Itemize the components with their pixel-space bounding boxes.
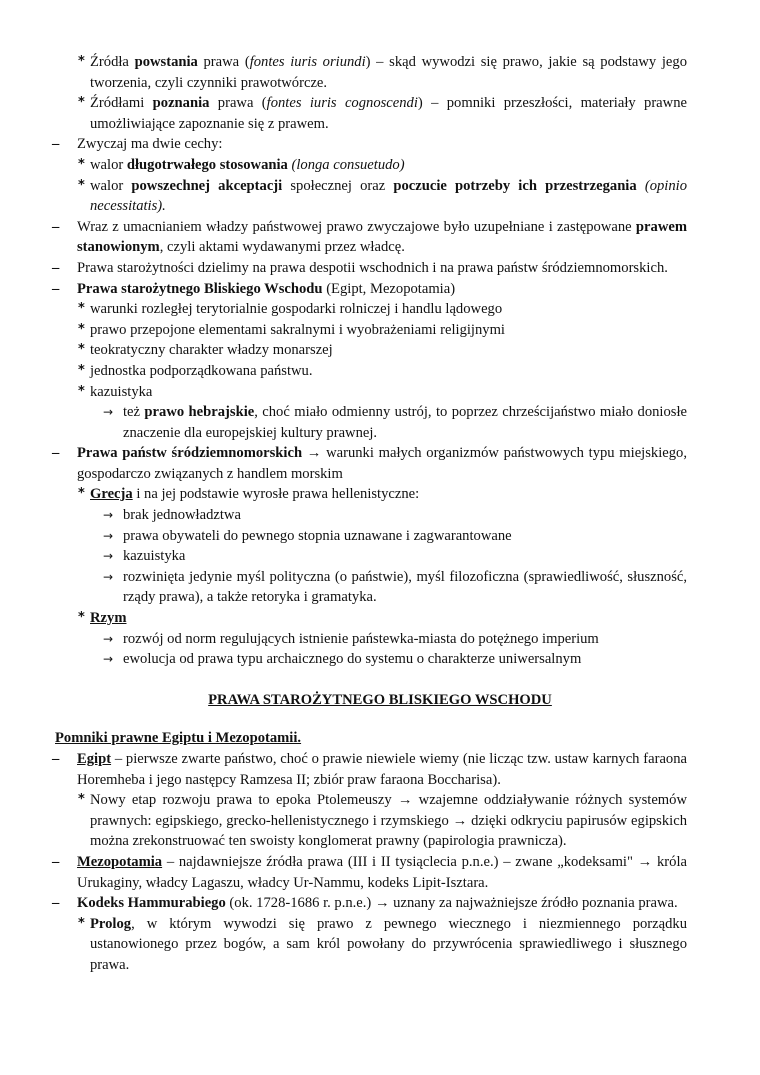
list-item-level-3 <box>103 402 687 443</box>
asterisk-bullet: * <box>78 54 85 69</box>
list-item-level-2 <box>78 382 687 403</box>
dash-bullet: – <box>52 218 60 235</box>
asterisk-bullet: * <box>78 915 85 931</box>
arrow-bullet: → <box>103 508 114 523</box>
text-run: ) – pomniki przeszłości, materiały prawne umożliwiające zapoznanie się z prawem. <box>90 95 687 132</box>
list-item-level-1 <box>52 258 687 279</box>
list-item-level-2 <box>78 361 687 382</box>
text-run: , choć miało odmienny ustrój, to poprzez chrześcijaństwo miało doniosłe znaczenie dla europejskiej kultury prawnej. <box>123 404 687 441</box>
list-item-level-2 <box>78 299 687 320</box>
text-run: Nowy etap rozwoju prawa to epoka Ptolemeuszy → wzajemne oddziaływanie różnych systemów prawnych: egipskiego, grecko-hellenistycznego i rzymskiego → dzięki odkryciu papirusów egipskich można zrekonstruować ten swoisty konglomerat prawny (papirologia prawnicza). <box>90 792 687 850</box>
text-run: Zwyczaj ma dwie cechy: <box>77 136 223 153</box>
asterisk-bullet: * <box>78 342 85 358</box>
text-run: – pierwsze zwarte państwo, choć o prawie niewiele wiemy (nie licząc tzw. ustaw karnych faraona Horemheba i jego następcy Ramzesa II; zbiór praw faraona Boccharisa). <box>77 751 687 788</box>
text-run: prawa ( <box>197 54 250 70</box>
subsection-title <box>55 728 760 749</box>
list-item-level-3 <box>103 546 687 567</box>
text-run: ) – skąd wywodzi się prawo, jakie są podstawy jego tworzenia, czyli czynniki prawotwórcze. <box>90 54 688 91</box>
asterisk-bullet: * <box>78 610 85 626</box>
text-run: warunki rozległej terytorialnie gospodarki rolniczej i handlu lądowego <box>90 301 503 318</box>
list-item-level-2 <box>78 484 687 505</box>
latin-term-fontes-iuris-oriundi: fontes iuris oriundi <box>249 54 366 70</box>
latin-term-longa-consuetudo: (longa consuetudo) <box>291 156 405 173</box>
arrow-bullet: → <box>103 631 114 646</box>
list-item-level-3 <box>103 505 687 526</box>
dash-bullet: – <box>52 259 60 276</box>
text-run: → warunki małych organizmów państwowych typu miejskiego, gospodarczo związanych z handlem morskim <box>77 445 687 482</box>
text-run: (Egipt, Mezopotamia) <box>322 280 456 297</box>
bold-term-kodeks-hammurabiego: Kodeks Hammurabiego <box>77 895 226 912</box>
bold-term-poznania: poznania <box>152 95 210 112</box>
text-run: teokratyczny charakter władzy monarszej <box>90 342 333 359</box>
dash-bullet: – <box>52 895 60 912</box>
list-item-level-1 <box>52 893 687 914</box>
text-run <box>637 178 645 194</box>
text-run: Źródła <box>90 54 135 70</box>
text-run: prawa obywateli do pewnego stopnia uznawane i zagwarantowane <box>123 527 512 544</box>
bold-term-prawem-stanowionym: prawem stanowionym <box>77 218 687 256</box>
list-item-level-2 <box>78 155 687 176</box>
text-run: , w którym wywodzi się prawo z pewnego wiecznego i niezmiennego porządku ustanowionego przez bogów, a sam król powołany do przywrócenia sprawiedliwego i słusznego prawa. <box>90 915 687 973</box>
asterisk-bullet: * <box>78 383 85 399</box>
text-run: Wraz z umacnianiem władzy państwowej prawo zwyczajowe było uzupełniane i zastępowane <box>77 218 636 235</box>
arrow-bullet: → <box>103 549 114 564</box>
text-run: prawa ( <box>209 95 267 112</box>
text-run: rozwinięta jedynie myśl polityczna (o państwie), myśl filozoficzna (sprawiedliwość, słuszność, rządy prawa), a także retoryka i gramatyka. <box>123 568 687 606</box>
text-run: ewolucja od prawa typu archaicznego do systemu o charakterze uniwersalnym <box>123 651 582 668</box>
text-run: (ok. 1728-1686 r. p.n.e.) → uznany za najważniejsze źródło poznania prawa. <box>225 895 678 912</box>
bold-term-dlugotrwalego-stosowania: długotrwałego stosowania <box>126 156 288 173</box>
list-item-level-2 <box>78 320 687 341</box>
asterisk-bullet: * <box>78 486 85 502</box>
asterisk-bullet: * <box>78 321 85 337</box>
dash-bullet: – <box>52 445 60 462</box>
list-item-level-3 <box>103 567 687 608</box>
arrow-bullet: → <box>103 652 114 667</box>
arrow-bullet: → <box>103 528 114 543</box>
list-item-level-2 <box>78 340 687 361</box>
latin-term-opinio-necessitatis: (opinio necessitatis). <box>90 177 687 215</box>
bold-term-egipt: Egipt <box>77 751 112 767</box>
list-item-level-1 <box>52 852 687 893</box>
bold-term-prawa-starozytnego-bliskiego-wschodu: Prawa starożytnego Bliskiego Wschodu <box>77 280 323 297</box>
text-run: PRAWA STAROŻYTNEGO BLISKIEGO WSCHODU <box>208 691 552 708</box>
document-page <box>0 52 760 976</box>
list-item-level-1 <box>52 279 687 300</box>
bold-term-grecja: Grecja <box>90 486 133 503</box>
asterisk-bullet: * <box>78 156 85 172</box>
list-item-level-3 <box>103 526 687 547</box>
list-item-level-2 <box>78 176 687 217</box>
arrow-bullet: → <box>103 569 114 584</box>
text-run: , czyli aktami wydawanymi przez władcę. <box>159 239 405 256</box>
list-item-level-3 <box>103 649 687 670</box>
bold-term-prolog: Prolog <box>90 915 132 932</box>
dash-bullet: – <box>52 280 60 297</box>
text-run: Pomniki prawne Egiptu i Mezopotamii. <box>55 730 302 747</box>
text-run: Źródłami <box>90 95 153 112</box>
list-item-level-2 <box>78 52 688 93</box>
bold-term-prawo-hebrajskie: prawo hebrajskie <box>144 404 255 421</box>
arrow-bullet: → <box>103 405 114 420</box>
list-item-level-2 <box>78 914 687 976</box>
list-item-level-1 <box>52 217 687 258</box>
bold-term-powszechnej-akceptacji: powszechnej akceptacji <box>131 177 283 194</box>
bold-term-rzym: Rzym <box>90 610 127 627</box>
section-heading <box>0 690 760 711</box>
list-item-level-1 <box>52 134 687 155</box>
text-run: walor <box>90 156 127 173</box>
asterisk-bullet: * <box>78 177 85 193</box>
bold-term-poczucie-potrzeby-ich-przestrzegania: poczucie potrzeby ich przestrzegania <box>393 177 637 194</box>
list-item-level-1 <box>52 749 687 790</box>
text-run: brak jednowładztwa <box>123 507 241 524</box>
dash-bullet: – <box>52 853 60 870</box>
asterisk-bullet: * <box>78 792 85 808</box>
list-item-level-3 <box>103 629 687 650</box>
text-run: prawo przepojone elementami sakralnymi i wyobrażeniami religijnymi <box>90 321 505 338</box>
text-run: też <box>123 404 145 421</box>
text-run: walor <box>90 177 132 194</box>
asterisk-bullet: * <box>78 362 85 378</box>
text-run: rozwój od norm regulujących istnienie państewka-miasta do potężnego imperium <box>123 630 599 647</box>
text-run: i na jej podstawie wyrosłe prawa hellenistyczne: <box>132 486 420 503</box>
bold-term-prawa-panstw-srodziemnomorskich: Prawa państw śródziemnomorskich <box>77 445 303 462</box>
list-item-level-2 <box>78 608 687 629</box>
text-run: Prawa starożytności dzielimy na prawa despotii wschodnich i na prawa państw śródziemnomorskich. <box>77 259 668 276</box>
dash-bullet: – <box>52 751 60 767</box>
asterisk-bullet: * <box>78 95 85 111</box>
text-run: kazuistyka <box>123 548 186 565</box>
list-item-level-2 <box>78 790 687 852</box>
bold-term-mezopotamia: Mezopotamia <box>77 853 163 870</box>
latin-term-fontes-iuris-cognoscendi: fontes iuris cognoscendi <box>266 95 418 112</box>
asterisk-bullet: * <box>78 301 85 317</box>
text-run: kazuistyka <box>90 383 153 400</box>
text-run: – najdawniejsze źródła prawa (III i II tysiąclecia p.n.e.) – zwane „kodeksami" → króla Urukaginy, władcy Lagaszu, władcy Ur-Nammu, kodeks Lipit-Isztara. <box>77 853 687 891</box>
text-run: jednostka podporządkowana państwu. <box>90 362 313 379</box>
list-item-level-1 <box>52 443 687 484</box>
list-item-level-2 <box>78 93 687 134</box>
text-run: społecznej oraz <box>282 177 394 194</box>
bold-term-powstania: powstania <box>134 54 198 70</box>
dash-bullet: – <box>52 136 60 153</box>
